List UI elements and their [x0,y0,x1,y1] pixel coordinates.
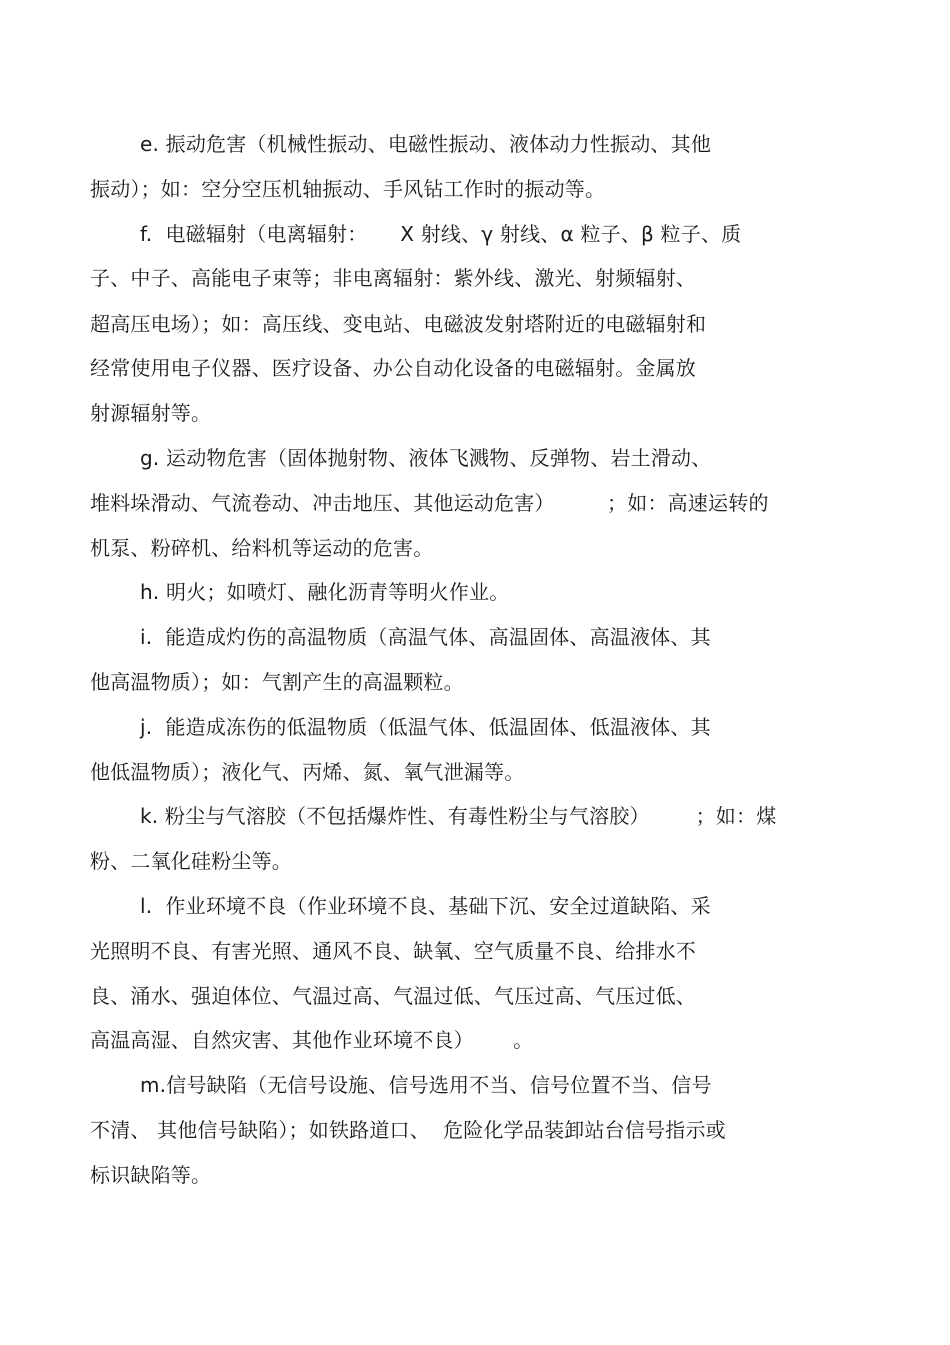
paragraph-m-line-3: 标识缺陷等。 [90,1163,212,1187]
paragraph-i-line-1: i. 能造成灼伤的高温物质（高温气体、高温固体、高温液体、其 [140,625,711,649]
paragraph-m-line-2: 不清、 其他信号缺陷）；如铁路道口、 危险化学品装卸站台信号指示或 [90,1118,726,1142]
paragraph-g-line-3: 机泵、粉碎机、给料机等运动的危害。 [90,536,434,560]
paragraph-l-line-2: 光照明不良、有害光照、通风不良、缺氧、空气质量不良、给排水不 [90,939,696,963]
paragraph-m-line-1: m.信号缺陷（无信号设施、信号选用不当、信号位置不当、信号 [140,1073,712,1097]
paragraph-f-line-4: 经常使用电子仪器、医疗设备、办公自动化设备的电磁辐射。金属放 [90,356,696,380]
paragraph-g-line-1: g. 运动物危害（固体抛射物、液体飞溅物、反弹物、岩土滑动、 [140,446,712,470]
paragraph-f-line-1: f. 电磁辐射（电离辐射： X 射线、γ 射线、α 粒子、β 粒子、质 [140,222,742,246]
paragraph-j-line-1: j. 能造成冻伤的低温物质（低温气体、低温固体、低温液体、其 [140,715,711,739]
paragraph-g-line-2: 堆料垛滑动、气流卷动、冲击地压、其他运动危害） ；如：高速运转的 [90,491,769,515]
paragraph-e-line-1: e. 振动危害（机械性振动、电磁性振动、液体动力性振动、其他 [140,132,712,156]
paragraph-e-line-2: 振动）；如：空分空压机轴振动、手风钻工作时的振动等。 [90,177,606,201]
paragraph-j-line-2: 他低温物质）；液化气、丙烯、氮、氧气泄漏等。 [90,760,525,784]
paragraph-f-line-2: 子、中子、高能电子束等；非电离辐射：紫外线、激光、射频辐射、 [90,266,696,290]
paragraph-h-line-1: h. 明火；如喷灯、融化沥青等明火作业。 [140,580,510,604]
paragraph-l-line-3: 良、涌水、强迫体位、气温过高、气温过低、气压过高、气压过低、 [90,984,696,1008]
paragraph-l-line-4: 高温高湿、自然灾害、其他作业环境不良） 。 [90,1028,534,1052]
paragraph-f-line-3: 超高压电场）；如：高压线、变电站、电磁波发射塔附近的电磁辐射和 [90,312,707,336]
paragraph-k-line-2: 粉、二氧化硅粉尘等。 [90,849,292,873]
paragraph-f-line-5: 射源辐射等。 [90,401,212,425]
paragraph-k-line-1: k. 粉尘与气溶胶（不包括爆炸性、有毒性粉尘与气溶胶） ；如：煤 [140,804,777,828]
paragraph-i-line-2: 他高温物质）；如：气割产生的高温颗粒。 [90,670,464,694]
paragraph-l-line-1: l. 作业环境不良（作业环境不良、基础下沉、安全过道缺陷、采 [140,894,711,918]
